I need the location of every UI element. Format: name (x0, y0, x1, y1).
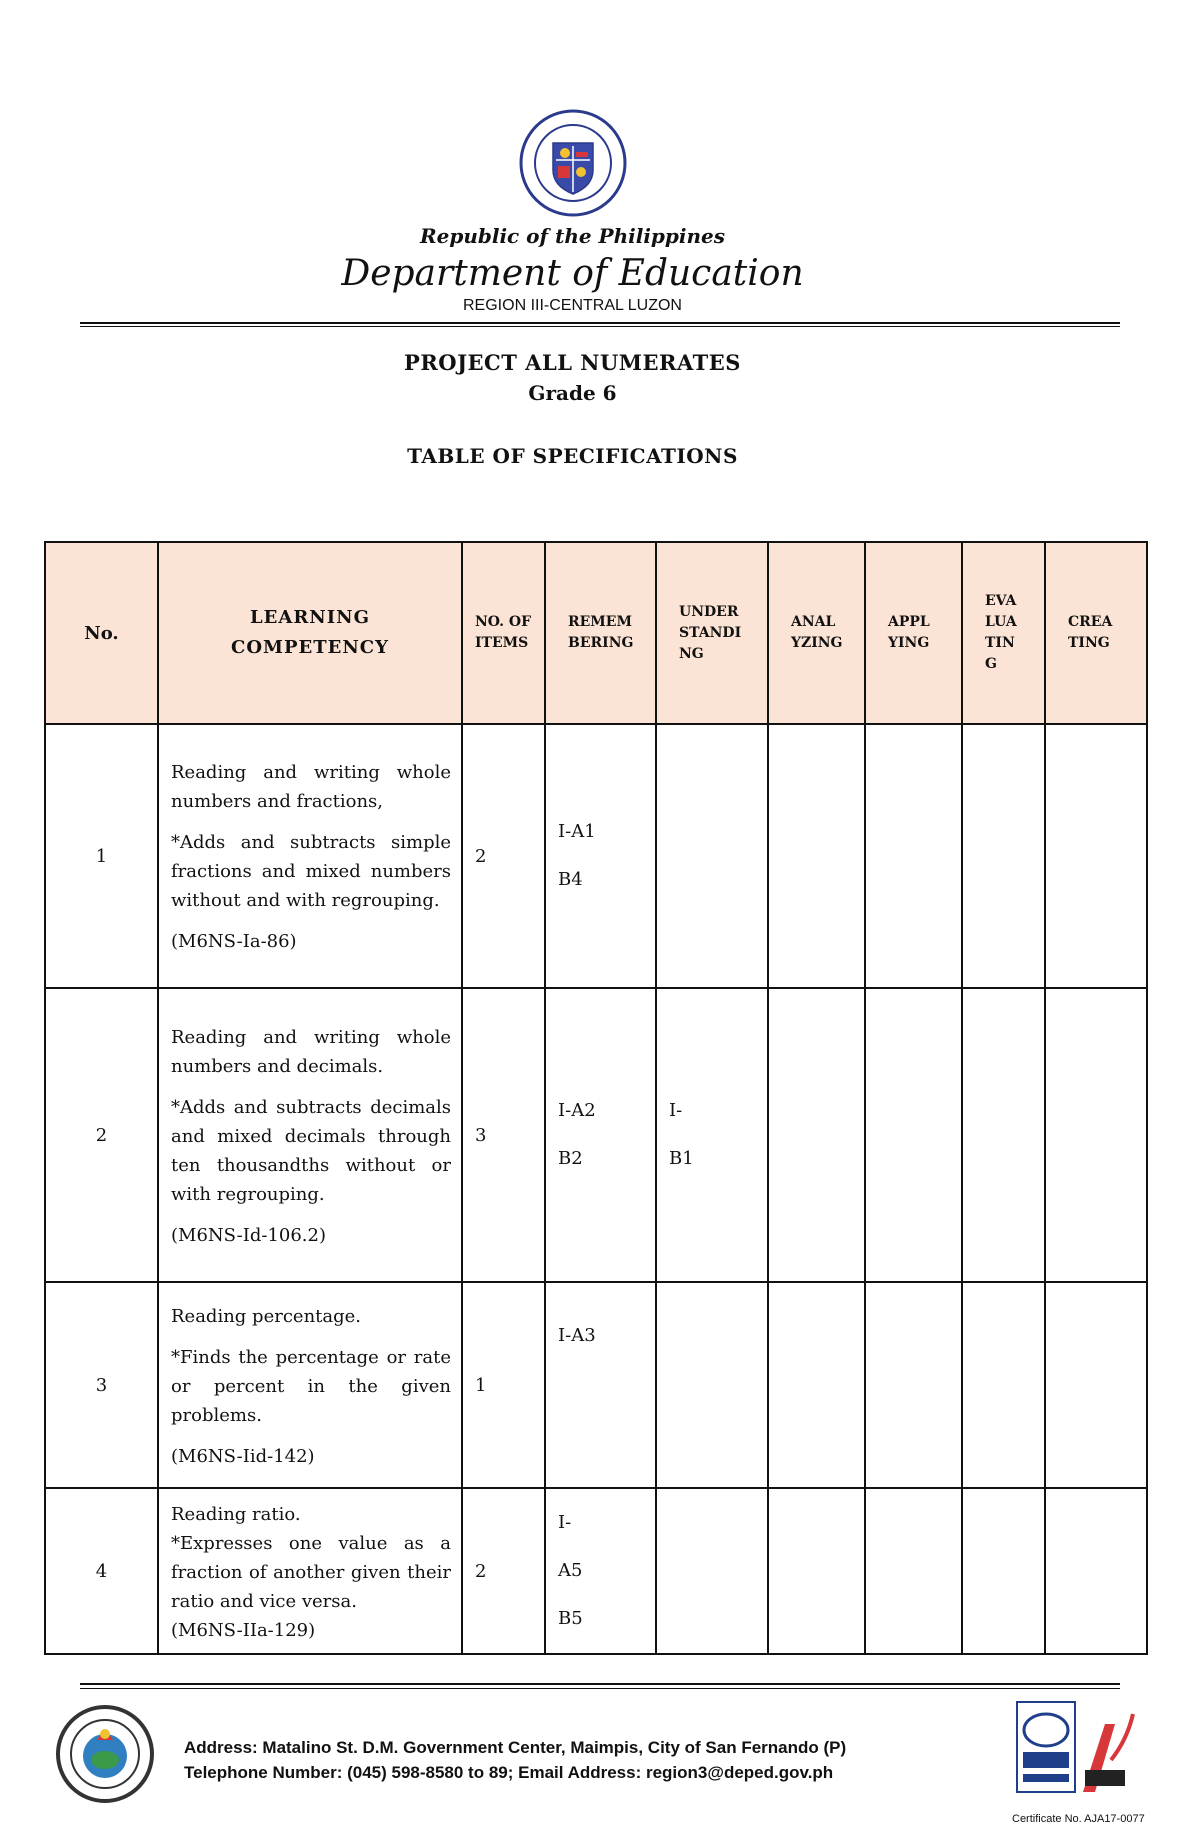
row-number: 2 (45, 988, 158, 1282)
row-applying (865, 1282, 962, 1488)
row-understanding (656, 1488, 768, 1654)
row-analyzing (768, 1488, 865, 1654)
row-items: 2 (462, 724, 545, 988)
deped-footer-seal-icon (55, 1704, 155, 1804)
contact-line: Telephone Number: (045) 598-8580 to 89; Email Address: region3@deped.gov.ph (184, 1763, 834, 1782)
header-applying: APPL YING (865, 542, 962, 724)
deped-seal-icon (518, 108, 628, 218)
row-competency: Reading ratio. *Expresses one value as a fraction of another given their ratio and vice versa. (M6NS-IIa-129) (158, 1488, 462, 1654)
row-creating (1045, 1282, 1147, 1488)
republic-heading: Republic of the Philippines (419, 224, 726, 248)
table-row (45, 1282, 1147, 1488)
row-applying (865, 1488, 962, 1654)
row-number: 4 (45, 1488, 158, 1654)
footer-divider-thin (80, 1688, 1120, 1689)
footer-divider (80, 1683, 1120, 1685)
row-evaluating (962, 988, 1045, 1282)
header-analyzing: ANAL YZING (768, 542, 865, 724)
row-analyzing (768, 988, 865, 1282)
row-analyzing (768, 724, 865, 988)
address-line: Address: Matalino St. D.M. Government Center, Maimpis, City of San Fernando (P) (184, 1738, 847, 1757)
row-number: 3 (45, 1282, 158, 1488)
row-understanding: I- B1 (656, 988, 768, 1282)
row-items: 3 (462, 988, 545, 1282)
header-evaluating: EVA LUA TIN G (962, 542, 1045, 724)
row-competency: Reading and writing whole numbers and decimals. *Adds and subtracts decimals and mixed decimals through ten thousandths without or with regrouping. (M6NS-Id-106.2) (158, 988, 462, 1282)
table-row (45, 724, 1147, 988)
row-creating (1045, 988, 1147, 1282)
row-items: 2 (462, 1488, 545, 1654)
header-creating: CREA TING (1045, 542, 1147, 724)
department-heading: Department of Education (341, 253, 804, 294)
row-creating (1045, 724, 1147, 988)
row-understanding (656, 1282, 768, 1488)
row-understanding (656, 724, 768, 988)
header-competency: LEARNING COMPETENCY (158, 542, 462, 724)
table-row (45, 988, 1147, 1282)
row-applying (865, 988, 962, 1282)
row-remembering: I- A5 B5 (545, 1488, 656, 1654)
row-competency: Reading percentage. *Finds the percentage or rate or percent in the given problems. (M6NS-Iid-142) (158, 1282, 462, 1488)
project-title: PROJECT ALL NUMERATES (404, 350, 741, 375)
row-remembering: I-A1 B4 (545, 724, 656, 988)
row-applying (865, 724, 962, 988)
header-divider-thin (80, 326, 1120, 327)
specifications-table (44, 541, 1148, 1655)
row-items: 1 (462, 1282, 545, 1488)
region-heading: REGION III-CENTRAL LUZON (463, 297, 682, 314)
row-evaluating (962, 1282, 1045, 1488)
row-remembering: I-A3 (545, 1282, 656, 1488)
row-number: 1 (45, 724, 158, 988)
aja-certification-logo-icon (1015, 1700, 1135, 1810)
header-no: No. (45, 542, 158, 724)
header-understanding: UNDER STANDI NG (656, 542, 768, 724)
header-items: NO. OF ITEMS (462, 542, 545, 724)
table-header-row (45, 542, 1147, 724)
header-remembering: REMEM BERING (545, 542, 656, 724)
row-creating (1045, 1488, 1147, 1654)
grade-title: Grade 6 (528, 381, 617, 405)
table-row (45, 1488, 1147, 1654)
footer-address (184, 1735, 846, 1785)
row-competency: Reading and writing whole numbers and fractions, *Adds and subtracts simple fractions and mixed numbers without and with regrouping. (M6NS-Ia-86) (158, 724, 462, 988)
row-evaluating (962, 724, 1045, 988)
row-remembering: I-A2 B2 (545, 988, 656, 1282)
table-title: TABLE OF SPECIFICATIONS (407, 444, 738, 468)
certificate-number: Certificate No. AJA17-0077 (1012, 1813, 1145, 1825)
header-divider (80, 322, 1120, 324)
row-evaluating (962, 1488, 1045, 1654)
row-analyzing (768, 1282, 865, 1488)
